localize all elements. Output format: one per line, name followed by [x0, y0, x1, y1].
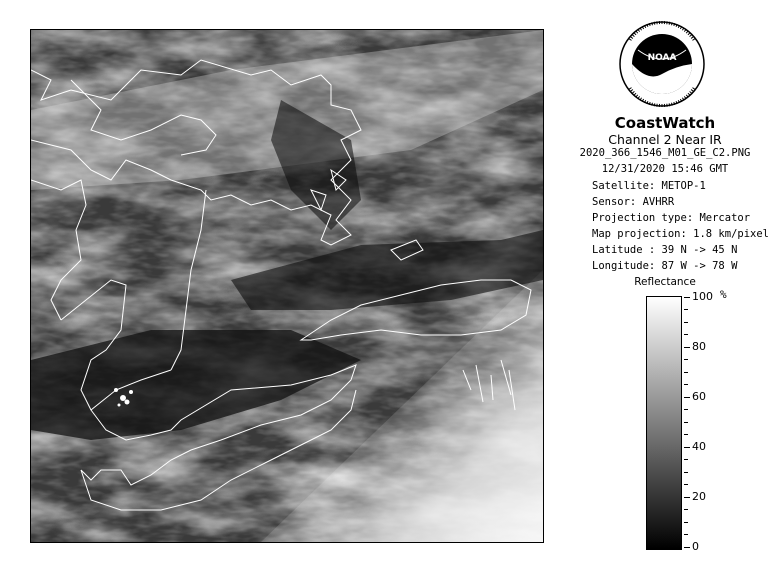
satellite-label: Satellite: METOP-1: [592, 180, 706, 192]
sensor-label: Sensor: AVHRR: [592, 196, 675, 208]
minor-tick: [684, 422, 688, 423]
tick-40: [684, 447, 690, 448]
tick-20: [684, 497, 690, 498]
tick-label-100: 100: [692, 290, 713, 303]
minor-tick: [684, 472, 688, 473]
minor-tick: [684, 309, 688, 310]
tick-label-20: 20: [692, 490, 706, 503]
satellite-image[interactable]: [30, 29, 544, 543]
minor-tick: [684, 509, 688, 510]
tick-label-40: 40: [692, 440, 706, 453]
longitude-label: Longitude: 87 W -> 78 W: [592, 260, 738, 272]
minor-tick: [684, 484, 688, 485]
filename-label: 2020_366_1546_M01_GE_C2.PNG: [579, 147, 751, 159]
brand-title: CoastWatch: [614, 114, 716, 132]
latitude-label: Latitude : 39 N -> 45 N: [592, 244, 738, 256]
tick-100: [684, 297, 690, 298]
tick-label-80: 80: [692, 340, 706, 353]
datetime-label: 12/31/2020 15:46 GMT: [601, 163, 729, 175]
tick-label-0: 0: [692, 540, 699, 553]
satellite-map: [31, 30, 543, 542]
minor-tick: [684, 409, 688, 410]
minor-tick: [684, 359, 688, 360]
info-panel: [560, 20, 782, 572]
tick-0: [684, 547, 690, 548]
minor-tick: [684, 334, 688, 335]
minor-tick: [684, 372, 688, 373]
tick-60: [684, 397, 690, 398]
projection-type-label: Projection type: Mercator: [592, 212, 751, 224]
colorbar: [646, 296, 682, 550]
channel-label: Channel 2 Near IR: [608, 132, 722, 147]
minor-tick: [684, 522, 688, 523]
minor-tick: [684, 459, 688, 460]
noaa-logo-text: NOAA: [647, 53, 677, 63]
tick-80: [684, 347, 690, 348]
tick-label-60: 60: [692, 390, 706, 403]
minor-tick: [684, 322, 688, 323]
minor-tick: [684, 434, 688, 435]
minor-tick: [684, 534, 688, 535]
colorbar-title: Reflectance: [634, 276, 696, 288]
minor-tick: [684, 384, 688, 385]
map-projection-label: Map projection: 1.8 km/pixel: [592, 228, 770, 240]
colorbar-unit: %: [720, 288, 727, 301]
noaa-logo: [618, 20, 706, 108]
